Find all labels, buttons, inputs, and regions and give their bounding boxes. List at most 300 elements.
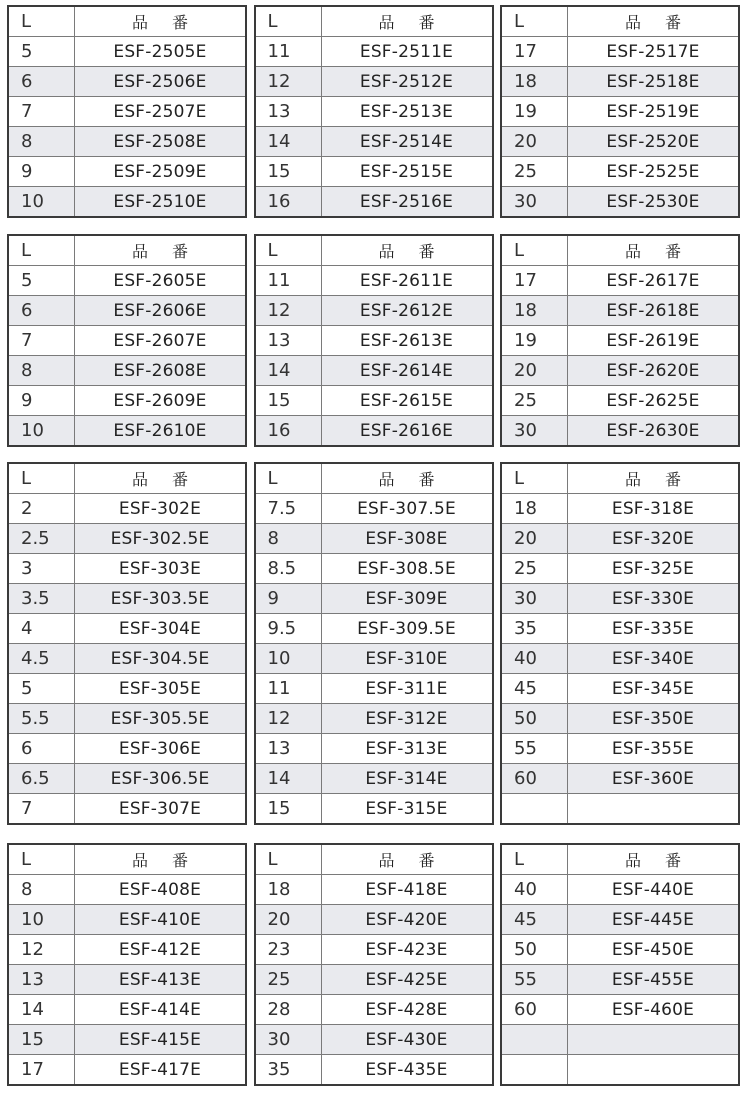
- length-cell: 19: [501, 326, 568, 356]
- length-column-header: L: [501, 844, 568, 875]
- length-cell: 50: [501, 935, 568, 965]
- table-row: [8, 935, 246, 965]
- length-cell: 20: [501, 524, 568, 554]
- table-row: [501, 554, 739, 584]
- part-number-cell: ESF-440E: [568, 875, 740, 905]
- table-header-row: [8, 844, 246, 875]
- length-column-header: L: [501, 6, 568, 37]
- part-number-cell: ESF-2618E: [568, 296, 740, 326]
- length-cell: 7: [8, 794, 75, 825]
- length-cell: 40: [501, 644, 568, 674]
- table-header-row: [501, 463, 739, 494]
- table-row: [501, 704, 739, 734]
- table-row: [501, 875, 739, 905]
- part-number-cell: ESF-302E: [75, 494, 247, 524]
- length-cell: 30: [501, 187, 568, 218]
- spec-table: [7, 5, 247, 218]
- part-number-cell: ESF-2520E: [568, 127, 740, 157]
- table-row: [8, 644, 246, 674]
- part-number-cell: ESF-2613E: [321, 326, 493, 356]
- part-number-cell: ESF-2607E: [75, 326, 247, 356]
- part-number-cell: ESF-305E: [75, 674, 247, 704]
- part-number-cell: ESF-2509E: [75, 157, 247, 187]
- part-number-column-header: 品番: [321, 844, 493, 875]
- length-cell: 6: [8, 67, 75, 97]
- length-cell: 18: [255, 875, 322, 905]
- part-number-cell: [568, 1025, 740, 1055]
- part-number-cell: ESF-2525E: [568, 157, 740, 187]
- table-row: [8, 326, 246, 356]
- table-row: [8, 734, 246, 764]
- length-cell: 8: [8, 127, 75, 157]
- table-row: [8, 875, 246, 905]
- part-number-cell: ESF-415E: [75, 1025, 247, 1055]
- spec-table: [500, 5, 740, 218]
- length-column-header: L: [255, 463, 322, 494]
- table-row: [255, 326, 493, 356]
- length-cell: 60: [501, 764, 568, 794]
- spec-table: [7, 843, 247, 1086]
- length-cell: 28: [255, 995, 322, 1025]
- length-cell: 50: [501, 704, 568, 734]
- part-number-cell: ESF-2609E: [75, 386, 247, 416]
- part-number-cell: ESF-2611E: [321, 266, 493, 296]
- table-row: [8, 995, 246, 1025]
- length-cell: 25: [501, 386, 568, 416]
- spec-table: [500, 234, 740, 447]
- length-cell: 9: [255, 584, 322, 614]
- table-header-row: [255, 6, 493, 37]
- part-number-cell: ESF-425E: [321, 965, 493, 995]
- length-cell: 15: [255, 386, 322, 416]
- part-number-cell: ESF-307E: [75, 794, 247, 825]
- length-cell: 20: [255, 905, 322, 935]
- length-cell: 35: [501, 614, 568, 644]
- table-row: [501, 97, 739, 127]
- length-cell: [501, 1055, 568, 1086]
- part-number-cell: ESF-413E: [75, 965, 247, 995]
- table-row: [255, 614, 493, 644]
- table-header-row: [255, 463, 493, 494]
- length-cell: 9: [8, 386, 75, 416]
- part-number-column-header: 品番: [321, 6, 493, 37]
- length-cell: 25: [501, 554, 568, 584]
- part-number-cell: ESF-2615E: [321, 386, 493, 416]
- part-number-column-header: 品番: [321, 235, 493, 266]
- part-number-cell: ESF-2517E: [568, 37, 740, 67]
- length-cell: 7.5: [255, 494, 322, 524]
- table-row: [8, 524, 246, 554]
- table-row: [501, 1055, 739, 1086]
- length-cell: 35: [255, 1055, 322, 1086]
- part-number-cell: ESF-318E: [568, 494, 740, 524]
- table-row: [8, 764, 246, 794]
- table-row: [255, 494, 493, 524]
- length-cell: 13: [8, 965, 75, 995]
- table-row: [255, 1025, 493, 1055]
- length-column-header: L: [255, 6, 322, 37]
- part-number-cell: ESF-2617E: [568, 266, 740, 296]
- table-row: [8, 356, 246, 386]
- length-cell: 7: [8, 326, 75, 356]
- part-number-cell: ESF-2516E: [321, 187, 493, 218]
- part-number-column-header: 品番: [75, 463, 247, 494]
- part-number-cell: ESF-410E: [75, 905, 247, 935]
- table-row: [501, 416, 739, 447]
- length-cell: 60: [501, 995, 568, 1025]
- part-number-cell: ESF-2612E: [321, 296, 493, 326]
- spec-table: [254, 462, 494, 825]
- length-cell: 19: [501, 97, 568, 127]
- table-row: [255, 875, 493, 905]
- part-number-cell: ESF-423E: [321, 935, 493, 965]
- table-row: [501, 67, 739, 97]
- table-row: [501, 266, 739, 296]
- part-number-cell: ESF-320E: [568, 524, 740, 554]
- table-row: [501, 764, 739, 794]
- part-number-cell: ESF-304.5E: [75, 644, 247, 674]
- table-row: [8, 905, 246, 935]
- part-number-cell: ESF-312E: [321, 704, 493, 734]
- part-number-cell: ESF-435E: [321, 1055, 493, 1086]
- length-cell: 15: [8, 1025, 75, 1055]
- table-header-row: [501, 235, 739, 266]
- table-row: [501, 494, 739, 524]
- length-column-header: L: [8, 844, 75, 875]
- table-header-row: [501, 844, 739, 875]
- length-cell: 8.5: [255, 554, 322, 584]
- part-number-cell: ESF-2630E: [568, 416, 740, 447]
- part-number-cell: ESF-306E: [75, 734, 247, 764]
- table-row: [501, 734, 739, 764]
- table-row: [255, 734, 493, 764]
- part-number-cell: ESF-2507E: [75, 97, 247, 127]
- length-cell: 7: [8, 97, 75, 127]
- length-cell: 3: [8, 554, 75, 584]
- table-row: [255, 67, 493, 97]
- length-cell: 4.5: [8, 644, 75, 674]
- table-row: [255, 157, 493, 187]
- length-cell: 30: [501, 584, 568, 614]
- table-row: [255, 764, 493, 794]
- length-cell: 8: [255, 524, 322, 554]
- table-row: [501, 326, 739, 356]
- table-group-esf-4: [7, 843, 748, 1091]
- table-row: [255, 935, 493, 965]
- table-row: [501, 37, 739, 67]
- length-cell: 15: [255, 794, 322, 825]
- length-cell: 55: [501, 734, 568, 764]
- length-cell: 8: [8, 356, 75, 386]
- table-row: [8, 704, 246, 734]
- table-row: [8, 965, 246, 995]
- table-row: [501, 614, 739, 644]
- part-number-cell: ESF-2513E: [321, 97, 493, 127]
- length-column-header: L: [8, 6, 75, 37]
- length-column-header: L: [8, 463, 75, 494]
- table-row: [255, 97, 493, 127]
- length-cell: 14: [8, 995, 75, 1025]
- spec-table: [7, 234, 247, 447]
- length-cell: 18: [501, 494, 568, 524]
- length-cell: 9.5: [255, 614, 322, 644]
- length-cell: 12: [255, 704, 322, 734]
- part-number-cell: ESF-350E: [568, 704, 740, 734]
- table-row: [255, 416, 493, 447]
- table-header-row: [255, 235, 493, 266]
- length-cell: 55: [501, 965, 568, 995]
- length-cell: 11: [255, 266, 322, 296]
- length-cell: 30: [255, 1025, 322, 1055]
- length-cell: 20: [501, 356, 568, 386]
- part-number-cell: ESF-2610E: [75, 416, 247, 447]
- length-cell: 23: [255, 935, 322, 965]
- table-row: [8, 97, 246, 127]
- length-cell: 13: [255, 97, 322, 127]
- part-number-cell: [568, 794, 740, 825]
- length-cell: 45: [501, 905, 568, 935]
- table-row: [501, 356, 739, 386]
- table-row: [255, 584, 493, 614]
- part-number-cell: ESF-315E: [321, 794, 493, 825]
- length-cell: 15: [255, 157, 322, 187]
- spec-table: [7, 462, 247, 825]
- part-number-cell: ESF-412E: [75, 935, 247, 965]
- spec-table: [500, 843, 740, 1086]
- table-header-row: [8, 235, 246, 266]
- table-row: [255, 187, 493, 218]
- part-number-column-header: 品番: [568, 235, 740, 266]
- part-number-cell: ESF-325E: [568, 554, 740, 584]
- part-number-cell: ESF-460E: [568, 995, 740, 1025]
- length-cell: 10: [8, 416, 75, 447]
- part-number-cell: ESF-428E: [321, 995, 493, 1025]
- table-row: [8, 266, 246, 296]
- table-row: [255, 995, 493, 1025]
- length-cell: [501, 1025, 568, 1055]
- length-cell: 10: [8, 187, 75, 218]
- length-column-header: L: [501, 235, 568, 266]
- part-number-cell: ESF-445E: [568, 905, 740, 935]
- length-cell: 13: [255, 734, 322, 764]
- part-number-cell: ESF-2514E: [321, 127, 493, 157]
- length-cell: 10: [255, 644, 322, 674]
- table-row: [8, 1025, 246, 1055]
- part-number-cell: ESF-455E: [568, 965, 740, 995]
- length-cell: 13: [255, 326, 322, 356]
- length-cell: 18: [501, 296, 568, 326]
- part-number-cell: ESF-304E: [75, 614, 247, 644]
- table-row: [8, 674, 246, 704]
- part-number-cell: ESF-430E: [321, 1025, 493, 1055]
- part-number-cell: ESF-306.5E: [75, 764, 247, 794]
- spec-table: [254, 234, 494, 447]
- part-number-cell: ESF-2620E: [568, 356, 740, 386]
- part-number-cell: ESF-2606E: [75, 296, 247, 326]
- part-number-cell: ESF-340E: [568, 644, 740, 674]
- table-row: [255, 794, 493, 825]
- table-row: [255, 386, 493, 416]
- length-cell: 45: [501, 674, 568, 704]
- length-column-header: L: [255, 844, 322, 875]
- length-cell: 6.5: [8, 764, 75, 794]
- table-row: [8, 386, 246, 416]
- part-number-cell: ESF-308.5E: [321, 554, 493, 584]
- table-row: [8, 416, 246, 447]
- part-number-cell: ESF-2608E: [75, 356, 247, 386]
- length-cell: 11: [255, 37, 322, 67]
- table-row: [501, 935, 739, 965]
- length-cell: 18: [501, 67, 568, 97]
- table-row: [8, 614, 246, 644]
- length-cell: 10: [8, 905, 75, 935]
- part-number-cell: ESF-302.5E: [75, 524, 247, 554]
- table-row: [255, 266, 493, 296]
- part-number-cell: ESF-417E: [75, 1055, 247, 1086]
- length-cell: 17: [8, 1055, 75, 1086]
- part-number-cell: ESF-414E: [75, 995, 247, 1025]
- table-row: [501, 995, 739, 1025]
- table-header-row: [255, 844, 493, 875]
- part-number-column-header: 品番: [75, 844, 247, 875]
- length-cell: 8: [8, 875, 75, 905]
- part-number-column-header: 品番: [568, 463, 740, 494]
- table-row: [8, 187, 246, 218]
- part-number-cell: ESF-311E: [321, 674, 493, 704]
- table-row: [8, 554, 246, 584]
- table-row: [501, 524, 739, 554]
- length-cell: 25: [255, 965, 322, 995]
- part-number-cell: ESF-309.5E: [321, 614, 493, 644]
- part-number-cell: [568, 1055, 740, 1086]
- part-number-cell: ESF-2508E: [75, 127, 247, 157]
- part-number-cell: ESF-2505E: [75, 37, 247, 67]
- table-row: [8, 494, 246, 524]
- table-row: [255, 674, 493, 704]
- table-row: [255, 965, 493, 995]
- part-number-cell: ESF-303E: [75, 554, 247, 584]
- part-number-cell: ESF-310E: [321, 644, 493, 674]
- length-column-header: L: [255, 235, 322, 266]
- table-row: [255, 356, 493, 386]
- length-cell: [501, 794, 568, 825]
- length-cell: 20: [501, 127, 568, 157]
- length-cell: 2.5: [8, 524, 75, 554]
- table-row: [501, 644, 739, 674]
- table-row: [501, 794, 739, 825]
- table-row: [501, 674, 739, 704]
- table-header-row: [501, 6, 739, 37]
- part-number-cell: ESF-314E: [321, 764, 493, 794]
- table-row: [501, 127, 739, 157]
- length-cell: 6: [8, 296, 75, 326]
- part-number-column-header: 品番: [75, 6, 247, 37]
- part-number-cell: ESF-305.5E: [75, 704, 247, 734]
- length-cell: 16: [255, 187, 322, 218]
- part-number-cell: ESF-309E: [321, 584, 493, 614]
- table-row: [8, 1055, 246, 1086]
- table-header-row: [8, 463, 246, 494]
- length-cell: 12: [255, 296, 322, 326]
- length-cell: 5: [8, 37, 75, 67]
- part-number-cell: ESF-418E: [321, 875, 493, 905]
- table-row: [255, 704, 493, 734]
- length-cell: 14: [255, 356, 322, 386]
- table-row: [8, 296, 246, 326]
- part-number-column-header: 品番: [321, 463, 493, 494]
- table-row: [255, 905, 493, 935]
- part-number-cell: ESF-2506E: [75, 67, 247, 97]
- length-cell: 9: [8, 157, 75, 187]
- length-cell: 14: [255, 127, 322, 157]
- table-row: [255, 524, 493, 554]
- part-number-column-header: 品番: [568, 6, 740, 37]
- length-cell: 6: [8, 734, 75, 764]
- part-number-cell: ESF-303.5E: [75, 584, 247, 614]
- spec-table: [254, 843, 494, 1086]
- length-cell: 2: [8, 494, 75, 524]
- table-row: [255, 644, 493, 674]
- table-header-row: [8, 6, 246, 37]
- table-row: [8, 127, 246, 157]
- table-row: [8, 67, 246, 97]
- length-cell: 14: [255, 764, 322, 794]
- part-number-cell: ESF-450E: [568, 935, 740, 965]
- table-row: [255, 1055, 493, 1086]
- table-row: [501, 905, 739, 935]
- part-number-cell: ESF-2614E: [321, 356, 493, 386]
- table-group-esf-3: [7, 462, 748, 834]
- part-number-cell: ESF-2616E: [321, 416, 493, 447]
- part-number-cell: ESF-355E: [568, 734, 740, 764]
- length-cell: 5: [8, 266, 75, 296]
- part-number-cell: ESF-2605E: [75, 266, 247, 296]
- length-cell: 12: [255, 67, 322, 97]
- part-number-cell: ESF-360E: [568, 764, 740, 794]
- spec-table: [254, 5, 494, 218]
- part-number-cell: ESF-408E: [75, 875, 247, 905]
- part-number-cell: ESF-313E: [321, 734, 493, 764]
- part-number-cell: ESF-308E: [321, 524, 493, 554]
- length-cell: 16: [255, 416, 322, 447]
- part-number-cell: ESF-2518E: [568, 67, 740, 97]
- table-row: [8, 37, 246, 67]
- part-number-cell: ESF-2510E: [75, 187, 247, 218]
- length-cell: 40: [501, 875, 568, 905]
- table-row: [501, 584, 739, 614]
- part-number-cell: ESF-2519E: [568, 97, 740, 127]
- table-row: [255, 37, 493, 67]
- part-number-cell: ESF-2530E: [568, 187, 740, 218]
- part-number-column-header: 品番: [75, 235, 247, 266]
- part-number-cell: ESF-2512E: [321, 67, 493, 97]
- length-column-header: L: [501, 463, 568, 494]
- length-cell: 12: [8, 935, 75, 965]
- table-row: [501, 1025, 739, 1055]
- table-row: [255, 127, 493, 157]
- length-cell: 17: [501, 266, 568, 296]
- part-number-cell: ESF-2625E: [568, 386, 740, 416]
- part-number-cell: ESF-330E: [568, 584, 740, 614]
- length-cell: 17: [501, 37, 568, 67]
- part-number-cell: ESF-345E: [568, 674, 740, 704]
- table-row: [501, 157, 739, 187]
- table-row: [501, 187, 739, 218]
- length-cell: 4: [8, 614, 75, 644]
- part-number-cell: ESF-335E: [568, 614, 740, 644]
- table-row: [8, 584, 246, 614]
- part-number-cell: ESF-2515E: [321, 157, 493, 187]
